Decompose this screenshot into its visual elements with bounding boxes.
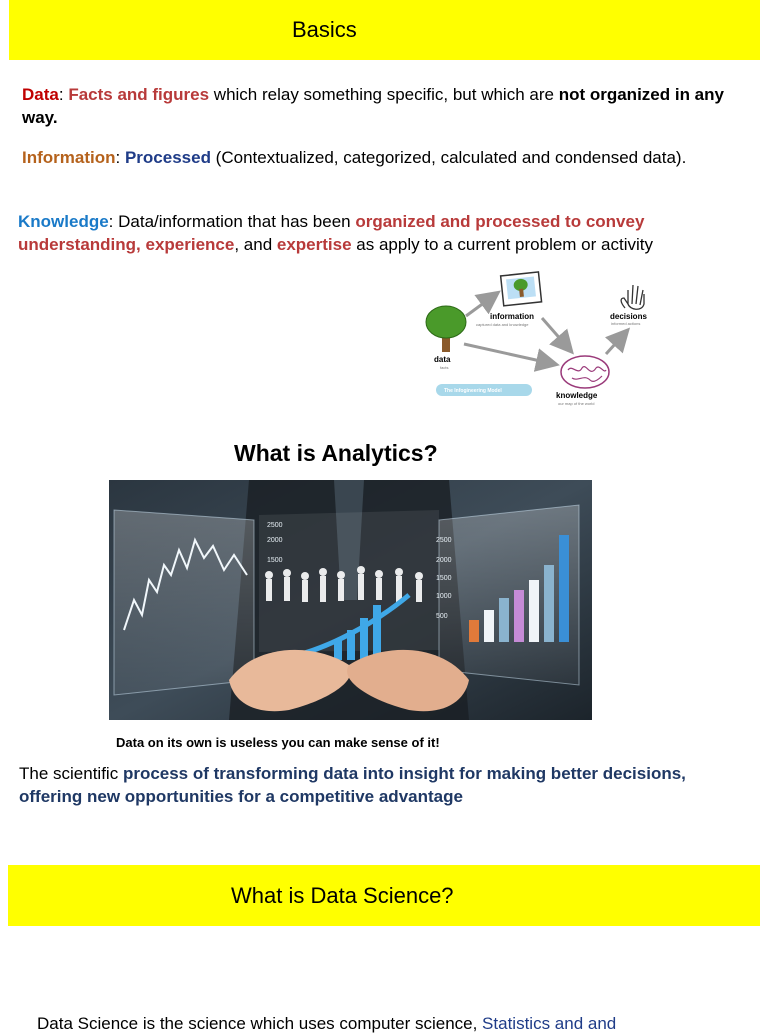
diagram-data-label: data	[434, 355, 451, 364]
hand-icon	[621, 285, 644, 309]
infogineering-diagram	[420, 268, 670, 413]
diagram-knowledge-label: knowledge	[556, 391, 598, 400]
brain-icon	[561, 356, 609, 388]
photo-tick: 1500	[267, 557, 283, 564]
definition-data	[22, 83, 742, 129]
header-banner-data-science	[8, 865, 760, 926]
banner-title: What is Data Science?	[231, 882, 454, 908]
highlight-data: Facts and figures	[68, 85, 210, 104]
separator: :	[58, 85, 69, 104]
photo-tick: 500	[436, 613, 448, 620]
photo-tick: 2500	[436, 537, 452, 544]
definition-text: The scientific	[19, 764, 123, 783]
highlight-knowledge-2: expertise	[276, 235, 352, 254]
arrow-data-knowledge	[464, 344, 554, 364]
definition-text: Data Science is the science which uses computer science,	[37, 1014, 483, 1033]
diagram-decisions-sub: informed actions	[611, 321, 641, 326]
photo-tick: 1500	[436, 575, 452, 582]
photo-tick: 2000	[436, 557, 452, 564]
tree-icon	[426, 306, 466, 352]
diagram-information-label: information	[490, 312, 534, 321]
definition-bold: not organized in any way.	[22, 85, 724, 127]
definition-text-3: as apply to a current problem or activity	[351, 235, 653, 254]
analytics-highlight: process of transforming data into insight for making better decisions, offering new opportunities for a competitive advantage	[19, 764, 686, 806]
banner-title: Basics	[292, 17, 357, 42]
term-data: Data	[22, 85, 59, 104]
diagram-decisions-label: decisions	[610, 312, 647, 321]
definition-information	[22, 146, 742, 169]
analytics-heading: What is Analytics?	[234, 440, 438, 466]
diagram-model-label: The Infogineering Model	[444, 388, 502, 394]
separator: :	[115, 148, 125, 167]
photo-tick: 1000	[436, 593, 452, 600]
definition-knowledge	[18, 210, 758, 256]
definition-text: : Data/information that has been	[108, 212, 356, 231]
data-science-definition	[37, 1014, 616, 1034]
term-knowledge: Knowledge	[18, 212, 109, 231]
term-information: Information	[22, 148, 116, 167]
highlight-knowledge-1: organized and processed to convey understanding, experience	[18, 212, 645, 254]
diagram-knowledge-sub: our map of the world	[558, 401, 595, 406]
analytics-caption: Data on its own is useless you can make sense of it!	[116, 735, 440, 750]
arrow-knowledge-decisions	[606, 332, 626, 354]
photo-tick: 2500	[267, 522, 283, 529]
definition-text-2: , and	[234, 235, 277, 254]
arrow-information-knowledge	[542, 318, 570, 350]
analytics-definition	[19, 762, 739, 808]
header-banner-basics	[9, 0, 760, 60]
definition-text: (Contextualized, categorized, calculated and condensed data).	[210, 148, 687, 167]
diagram-information-sub: captured data and knowledge	[476, 322, 529, 327]
data-science-highlight: Statistics and and	[482, 1014, 617, 1033]
analytics-photo	[109, 480, 592, 720]
photo-icon	[501, 272, 542, 306]
photo-tick: 2000	[267, 537, 283, 544]
highlight-information: Processed	[124, 148, 211, 167]
definition-text: which relay something specific, but which are	[209, 85, 559, 104]
diagram-data-sub: facts	[440, 365, 449, 370]
